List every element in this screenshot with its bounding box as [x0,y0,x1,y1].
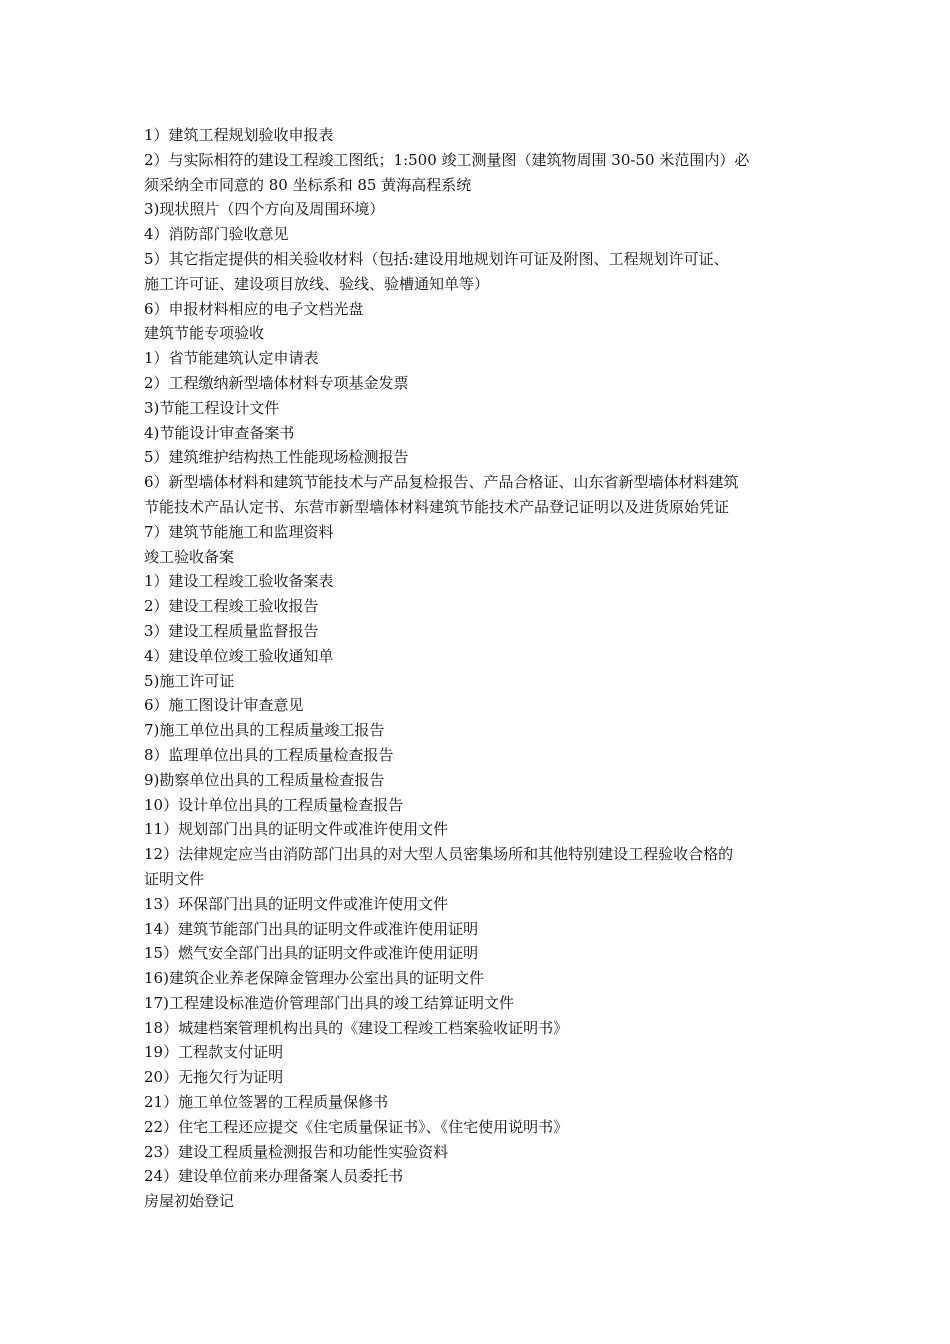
text-line: 2）工程缴纳新型墙体材料专项基金发票 [144,373,409,392]
text-line: 施工许可证、建设项目放线、验线、验槽通知单等） [144,274,490,293]
text-line: 2）与实际相符的建设工程竣工图纸；1:500 竣工测量图（建筑物周围 30-50 米范围内）必 [144,150,750,169]
section-heading: 建筑节能专项验收 [144,324,265,343]
text-line: 12）法律规定应当由消防部门出具的对大型人员密集场所和其他特别建设工程验收合格的 [144,845,734,864]
text-line: 1）建筑工程规划验收申报表 [144,126,334,144]
text-line: 1）省节能建筑认定申请表 [144,349,319,368]
text-line: 6）新型墙体材料和建筑节能技术与产品复检报告、产品合格证、山东省新型墙体材料建筑 [144,473,739,492]
text-line: 4)节能设计审查备案书 [144,423,295,442]
document-body [144,123,810,1214]
section-heading: 房屋初始登记 [144,1192,235,1211]
text-line: 21）施工单位签署的工程质量保修书 [144,1093,389,1112]
text-line: 14）建筑节能部门出具的证明文件或准许使用证明 [144,919,479,938]
text-line: 5）建筑维护结构热工性能现场检测报告 [144,448,409,467]
text-line: 6）申报材料相应的电子文档光盘 [144,299,364,318]
text-line: 24）建设单位前来办理备案人员委托书 [144,1167,404,1186]
text-line: 6）施工图设计审查意见 [144,696,304,715]
text-line: 11）规划部门出具的证明文件或准许使用文件 [144,820,449,839]
text-line: 7）建筑节能施工和监理资料 [144,522,334,541]
text-line: 20）无拖欠行为证明 [144,1068,284,1087]
text-line: 3)现状照片（四个方向及周围环境） [144,200,385,219]
text-line: 17)工程建设标准造价管理部门出具的竣工结算证明文件 [144,993,514,1012]
text-line: 23）建设工程质量检测报告和功能性实验资料 [144,1142,449,1161]
text-line: 9)勘察单位出具的工程质量检查报告 [144,770,385,789]
text-line: 8）监理单位出具的工程质量检查报告 [144,745,394,764]
text-line: 18）城建档案管理机构出具的《建设工程竣工档案验收证明书》 [144,1018,569,1037]
text-line: 3)节能工程设计文件 [144,398,280,417]
text-line: 10）设计单位出具的工程质量检查报告 [144,795,404,814]
text-line: 1）建设工程竣工验收备案表 [144,572,334,591]
text-line: 19）工程款支付证明 [144,1043,284,1062]
text-line: 2）建设工程竣工验收报告 [144,597,319,616]
text-line: 22）住宅工程还应提交《住宅质量保证书》、《住宅使用说明书》 [144,1117,569,1136]
text-line: 证明文件 [144,869,205,888]
section-heading: 竣工验收备案 [144,547,235,566]
text-line: 节能技术产品认定书、东营市新型墙体材料建筑节能技术产品登记证明以及进货原始凭证 [144,497,730,516]
text-line: 7)施工单位出具的工程质量竣工报告 [144,721,385,740]
text-line: 须采纳全市同意的 80 坐标系和 85 黄海高程系统 [144,175,472,194]
text-line: 3）建设工程质量监督报告 [144,621,319,640]
text-line: 4）消防部门验收意见 [144,225,289,244]
text-line: 5)施工许可证 [144,671,235,690]
text-line: 16)建筑企业养老保障金管理办公室出具的证明文件 [144,969,484,988]
text-line: 5）其它指定提供的相关验收材料（包括:建设用地规划许可证及附图、工程规划许可证、 [144,249,729,268]
text-line: 4）建设单位竣工验收通知单 [144,646,334,665]
text-line: 15）燃气安全部门出具的证明文件或准许使用证明 [144,944,479,963]
text-line: 13）环保部门出具的证明文件或准许使用文件 [144,894,449,913]
